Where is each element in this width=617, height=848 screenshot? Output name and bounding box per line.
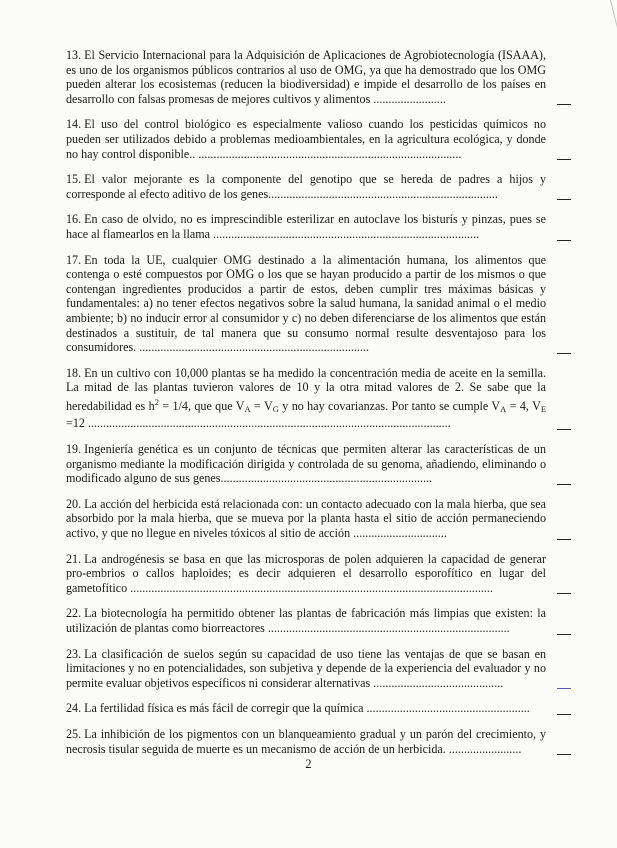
answer-blank[interactable] [557, 353, 571, 354]
answer-blank[interactable] [557, 104, 571, 105]
question-text: En caso de olvido, no es imprescindible esterilizar en autoclave los bisturís y pinzas, pues se hace al flamearlos en la llama ........................................................................................ [66, 212, 546, 241]
question-text: La acción del herbicida está relacionada con: un contacto adecuado con la mala hierba, que sea absorbido por la mala hierba, que se mueva por la planta hasta el sitio de acción permaneciendo activo, y que no llegue en niveles tóxicos al sitio de acción ............................... [66, 496, 546, 541]
question-text: El valor mejorante es la componente del genotipo que se hereda de padres a hijos y corresponde al efecto aditivo de los genes............................................................................ [66, 172, 546, 201]
answer-blank[interactable] [557, 593, 571, 594]
question-text: La androgénesis se basa en que las microsporas de polen adquieren la capacidad de generar pro-embrios o callos haploides; es decir adquieren el desarrollo esporofítico en lugar del gametofítico ........................................................................................................................ [66, 551, 546, 595]
answer-blank[interactable] [557, 634, 571, 635]
question-13 [66, 48, 546, 106]
question-number: 16. [66, 212, 82, 227]
question-14 [66, 117, 546, 161]
text-part: =12 ........................................................................................................................ [66, 416, 451, 431]
answer-blank[interactable] [557, 688, 571, 689]
question-number: 19. [66, 442, 82, 457]
text-part: = 1/4, que que V [158, 398, 245, 413]
question-15 [66, 172, 546, 201]
question-text: La inhibición de los pigmentos con un blanqueamiento gradual y un parón del crecimiento, y necrosis tisular seguida de muerte es un mecanismo de acción de un herbicida. ........................ [66, 726, 546, 756]
superscript: 2 [154, 396, 159, 407]
question-number: 15. [66, 172, 82, 187]
question-number: 25. [66, 726, 82, 741]
text-part: = 4, V [506, 398, 541, 413]
subscript: A [500, 403, 507, 414]
question-22 [66, 606, 546, 635]
question-text: Ingeniería genética es un conjunto de técnicas que permiten alterar las características de un organismo mediante la modificación dirigida y controlada de su genoma, añadiendo, eliminando o modificado alguno de sus genes...................................................................... [66, 442, 546, 486]
question-19 [66, 442, 546, 486]
question-text: En toda la UE, cualquier OMG destinado a la alimentación humana, los alimentos que contenga o esté compuestos por OMG o los que se hayan producido a partir de los mismos o que contengan ingredientes producidos a partir de estos, deben cumplir tres máximas básicas y fundamentales: a) no tener efectos negativos sobre la salud humana, la sanidad animal o el medio ambiente; b) no inducir error al consumidor y c) no deben diferenciarse de los alimentos que están destinados a sustituir, de tal manera que su consumo normal resulte desventajoso para los consumidores. ............................................................................ [66, 252, 546, 355]
question-18 [66, 366, 546, 431]
question-number: 17. [66, 252, 82, 267]
page-number: 2 [305, 757, 312, 771]
question-number: 22. [66, 606, 82, 621]
subscript: A [244, 403, 251, 414]
text-part: = V [250, 398, 273, 413]
question-text: El Servicio Internacional para la Adquisición de Aplicaciones de Agrobiotecnología (ISAAA), es uno de los organismos públicos contrarios al uso de OMG, ya que ha demostrado que los OMG pueden alterar los ecosistemas (reducen la biodiversidad) e impide el desarrollo de los países en desarrollo con falsas promesas de mejores cultivos y alimentos ........................ [66, 48, 546, 106]
question-number: 18. [66, 365, 82, 380]
question-text: La fertilidad física es más fácil de corregir que la química ...................................................... [84, 701, 530, 716]
question-number: 21. [66, 551, 82, 566]
question-21 [66, 552, 546, 596]
text-part: En un cultivo con 10,000 plantas se ha medido la concentración media de aceite en la semilla. La mitad de las plantas tuvieron valores de 10 y la otra mitad valores de 2. Se sabe que la heredabilidad es h [66, 365, 546, 413]
answer-blank[interactable] [557, 240, 571, 241]
question-number: 24. [66, 701, 82, 716]
text-part: y no hay covarianzas. Por tanto se cumple V [278, 398, 501, 413]
answer-blank[interactable] [557, 754, 571, 755]
answer-blank[interactable] [557, 539, 571, 540]
subscript: G [272, 403, 279, 414]
question-text: La clasificación de suelos según su capacidad de uso tiene las ventajas de que se basan en limitaciones y no en potencialidades, son subjetiva y depende de la experiencia del evaluador y no permite evaluar objetivos específicos ni considerar alternativas ........................................... [66, 646, 546, 690]
scan-edge-shadow [610, 0, 617, 107]
answer-blank[interactable] [557, 429, 571, 430]
question-number: 23. [66, 646, 82, 661]
answer-blank[interactable] [557, 199, 571, 200]
question-17 [66, 253, 546, 355]
question-16 [66, 212, 546, 241]
question-list [66, 48, 546, 767]
subscript: E [540, 403, 547, 414]
question-number: 13. [66, 48, 82, 62]
question-24 [66, 701, 546, 716]
question-20 [66, 497, 546, 541]
question-number: 20. [66, 496, 82, 511]
question-number: 14. [66, 117, 82, 132]
answer-blank[interactable] [557, 159, 571, 160]
answer-blank[interactable] [557, 714, 571, 715]
question-25 [66, 727, 546, 756]
question-23 [66, 647, 546, 691]
question-text: El uso del control biológico es especialmente valioso cuando los pesticidas químicos no pueden ser utilizados debido a problemas medioambientales, en la agricultura ecológica, y donde no hay control disponible.. ....................................................................................... [66, 117, 546, 161]
answer-blank[interactable] [557, 484, 571, 485]
question-text: La biotecnología ha permitido obtener las plantas de fabricación más limpias que existen: la utilización de plantas como biorreactores ................................................................................ [66, 606, 546, 635]
question-text [66, 366, 546, 431]
